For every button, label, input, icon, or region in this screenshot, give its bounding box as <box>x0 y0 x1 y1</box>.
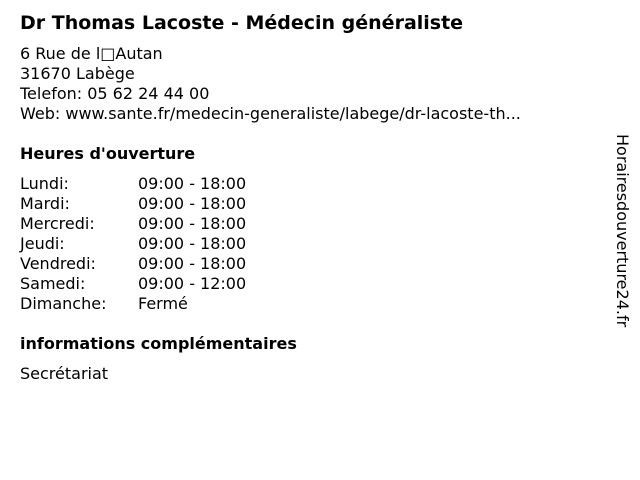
hours-row <box>20 194 610 214</box>
hours-row <box>20 294 610 314</box>
phone-line: Telefon: 05 62 24 44 00 <box>20 84 210 103</box>
hours-row <box>20 254 610 274</box>
hours-time: 09:00 - 18:00 <box>138 174 247 193</box>
hours-day: Vendredi: <box>20 254 96 273</box>
hours-day: Dimanche: <box>20 294 107 313</box>
hours-row <box>20 174 610 194</box>
hours-time: 09:00 - 18:00 <box>138 194 247 213</box>
hours-day: Jeudi: <box>20 234 65 253</box>
hours-time: Fermé <box>138 294 188 313</box>
hours-row <box>20 234 610 254</box>
info-heading: informations complémentaires <box>20 334 297 353</box>
address-street: 6 Rue de l□Autan <box>20 44 163 63</box>
hours-time: 09:00 - 18:00 <box>138 254 247 273</box>
web-line: Web: www.sante.fr/medecin-generaliste/labege/dr-lacoste-th... <box>20 104 521 123</box>
hours-day: Samedi: <box>20 274 86 293</box>
hours-day: Mardi: <box>20 194 70 213</box>
hours-time: 09:00 - 18:00 <box>138 234 247 253</box>
hours-time: 09:00 - 18:00 <box>138 214 247 233</box>
hours-time: 09:00 - 12:00 <box>138 274 247 293</box>
hours-table <box>20 174 610 314</box>
business-card <box>20 10 610 384</box>
brand-watermark: Horairesdouverture24.fr <box>613 134 632 328</box>
address-city: 31670 Labège <box>20 64 135 83</box>
info-text: Secrétariat <box>20 364 109 383</box>
page-title: Dr Thomas Lacoste - Médecin généraliste <box>20 12 464 34</box>
hours-row <box>20 214 610 234</box>
hours-row <box>20 274 610 294</box>
hours-day: Lundi: <box>20 174 69 193</box>
hours-heading: Heures d'ouverture <box>20 144 196 163</box>
hours-day: Mercredi: <box>20 214 95 233</box>
